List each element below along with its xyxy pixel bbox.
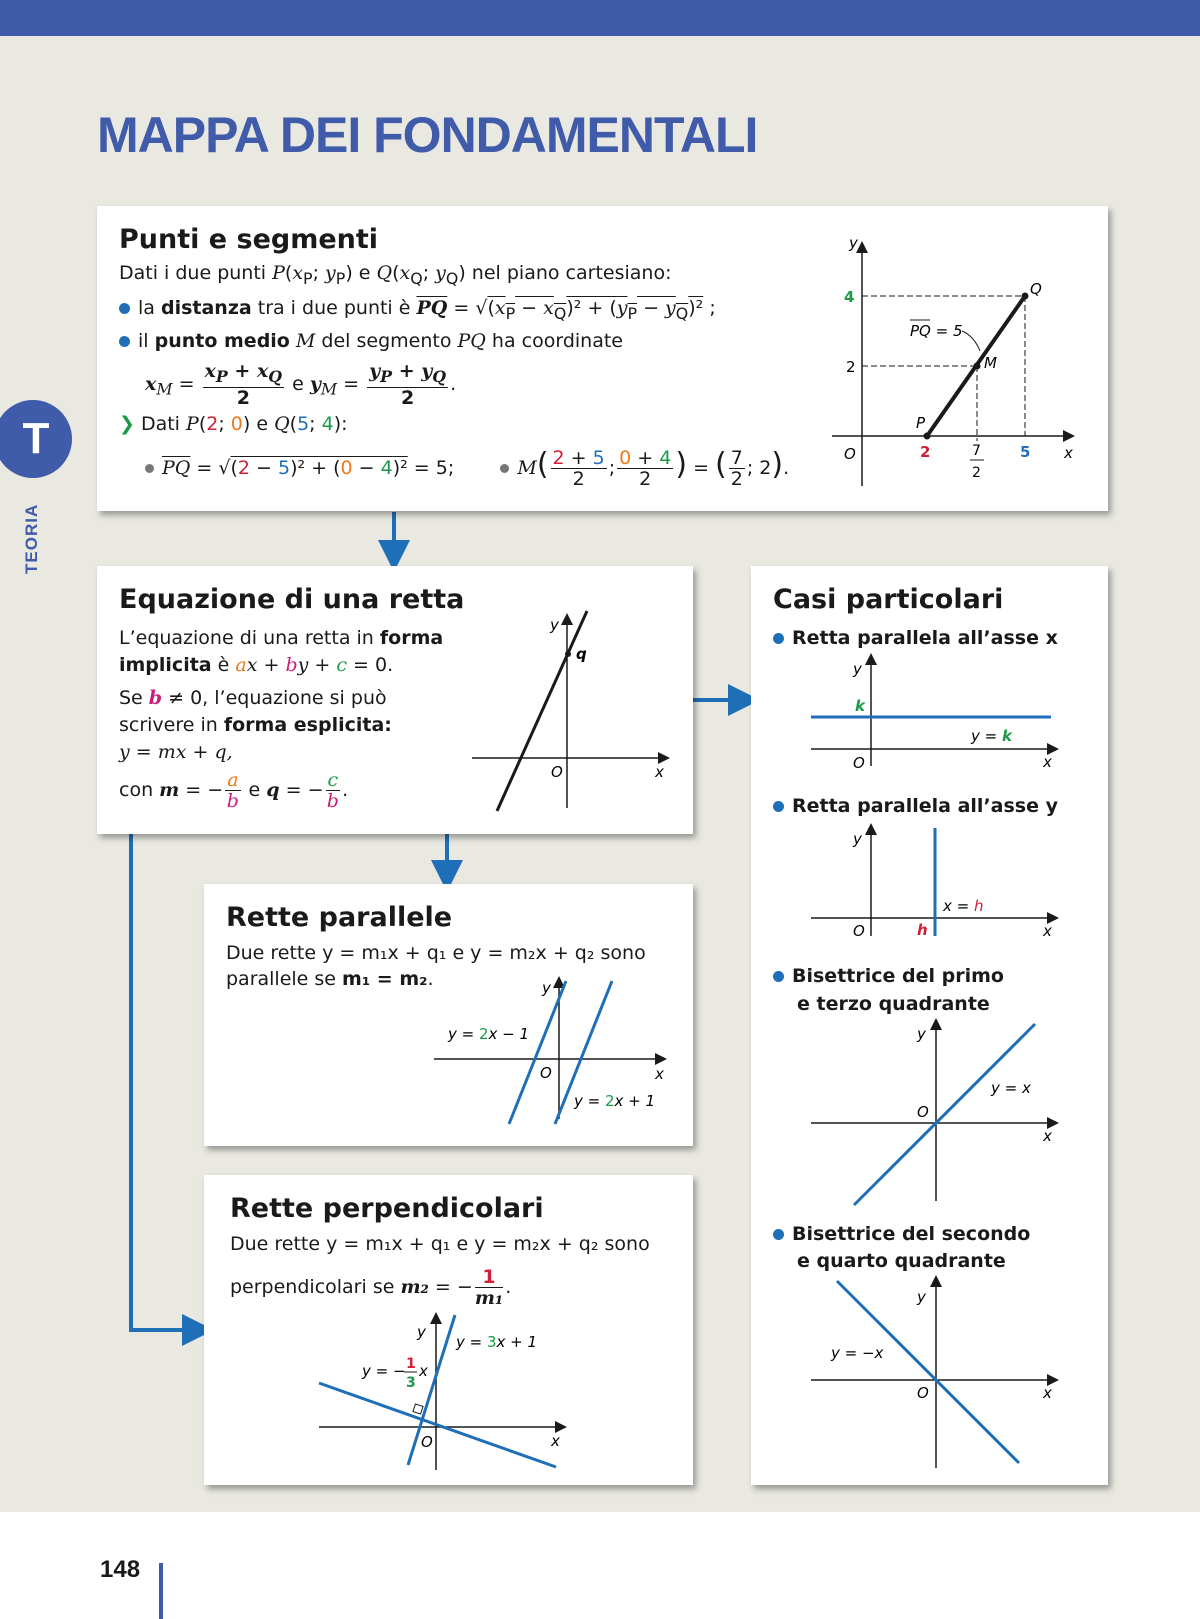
section-tab-label: TEORIA bbox=[22, 503, 41, 574]
line-generic bbox=[497, 611, 587, 811]
svg-text:y: y bbox=[849, 234, 858, 252]
svg-text:O: O bbox=[551, 763, 563, 781]
box-rette-parallele bbox=[204, 884, 693, 1146]
equazione-line-1: L’equazione di una retta in forma bbox=[119, 627, 444, 649]
bullet-icon bbox=[145, 464, 154, 473]
parallele-line-1: Due rette y = m₁x + q₁ e y = m₂x + q₂ sono bbox=[226, 942, 646, 964]
svg-text:x: x bbox=[419, 1362, 428, 1380]
svg-text:x: x bbox=[1043, 1384, 1052, 1402]
midpoint-formula: $x_M$ = $\frac{x_P + x_Q}{2}$ e $y_M$ = $\frac{y_P + y_Q}{2}$ . bbox=[145, 360, 457, 409]
svg-text:O: O bbox=[540, 1064, 552, 1082]
bullet-icon bbox=[500, 464, 509, 473]
midpoint-bullet: il punto medio M del segmento PQ ha coordinate bbox=[119, 329, 623, 354]
svg-text:x: x bbox=[551, 1432, 560, 1450]
bullet-icon bbox=[773, 1229, 784, 1240]
parallele-line-2: parallele se m₁ = m₂. bbox=[226, 968, 434, 990]
box-equazione-retta bbox=[97, 566, 693, 834]
svg-text:O: O bbox=[853, 754, 865, 772]
svg-text:O: O bbox=[844, 445, 856, 463]
arrow-equazione-to-perpendicolari bbox=[131, 834, 198, 1330]
equazione-line-4: scrivere in forma esplicita: bbox=[119, 714, 392, 736]
svg-text:x: x bbox=[1043, 922, 1052, 940]
page-title: MAPPA DEI FONDAMENTALI bbox=[97, 107, 758, 163]
svg-text:y = x: y = x bbox=[991, 1079, 1031, 1097]
equazione-line-6: con m = − $\frac{a}{b}$ e q = − $\frac{c}{b}$ . bbox=[119, 769, 349, 812]
page-number: 148 bbox=[100, 1556, 141, 1583]
svg-text:x: x bbox=[655, 1065, 664, 1083]
svg-text:5: 5 bbox=[1020, 443, 1031, 461]
equazione-line-5: y = mx + q, bbox=[119, 741, 233, 763]
equazione-line-2: implicita è ax + by + c = 0. bbox=[119, 654, 394, 676]
bullet-icon bbox=[773, 801, 784, 812]
caso-bisettrice-2-4: Bisettrice del secondo bbox=[773, 1222, 1030, 1247]
box-heading: Rette parallele bbox=[226, 902, 453, 933]
svg-text:y: y bbox=[853, 660, 862, 678]
svg-text:y = 2x + 1: y = 2x + 1 bbox=[574, 1092, 656, 1110]
bullet-icon bbox=[773, 633, 784, 644]
svg-text:y: y bbox=[542, 979, 551, 997]
box-punti-segmenti bbox=[97, 206, 1108, 511]
svg-text:h: h bbox=[917, 921, 928, 939]
svg-text:k: k bbox=[855, 697, 865, 715]
caso-bisettrice-1-3: Bisettrice del primo bbox=[773, 964, 1004, 989]
example-line: ❯ Dati P(2; 0) e Q(5; 4): bbox=[119, 413, 348, 435]
svg-text:O: O bbox=[917, 1384, 929, 1402]
graph-horizontal-line bbox=[811, 656, 1071, 772]
perpendicolari-line-2: perpendicolari se m₂ = − $\frac{1}{\text{m₁}}$ . bbox=[230, 1266, 512, 1309]
svg-text:P: P bbox=[916, 414, 926, 432]
graph-vertical-line bbox=[811, 826, 1071, 940]
bullet-icon bbox=[773, 971, 784, 982]
caso-parallela-y: Retta parallela all’asse y bbox=[773, 794, 1058, 819]
svg-text:O: O bbox=[853, 922, 865, 940]
distance-bullet: la distanza tra i due punti è $\overline{PQ} = √(x_P - x_Q)^2 + (y_P - y_Q)^2$ ; bbox=[119, 296, 716, 326]
svg-text:2: 2 bbox=[972, 465, 981, 481]
intro-text: Dati i due punti $P(x_P$; $y_P$) e $Q(x_Q$; $y_Q$) nel piano cartesiano: bbox=[119, 262, 672, 288]
line-minus-third-x bbox=[319, 1383, 556, 1467]
graph-generic-line bbox=[472, 616, 672, 816]
svg-text:y = 2x − 1: y = 2x − 1 bbox=[448, 1025, 530, 1043]
box-heading: Casi particolari bbox=[773, 584, 1004, 615]
box-heading: Equazione di una retta bbox=[119, 584, 465, 615]
svg-text:y: y bbox=[417, 1323, 426, 1341]
svg-text:y: y bbox=[853, 830, 862, 848]
svg-text:x: x bbox=[655, 763, 664, 781]
svg-text:q: q bbox=[576, 645, 587, 663]
svg-text:O: O bbox=[421, 1433, 433, 1451]
svg-text:PQ = 5: PQ = 5 bbox=[910, 322, 963, 340]
svg-text:7: 7 bbox=[972, 443, 981, 459]
section-tab-badge: T bbox=[0, 400, 72, 478]
svg-text:y: y bbox=[917, 1025, 926, 1043]
svg-text:O: O bbox=[917, 1103, 929, 1121]
page-number-rule bbox=[159, 1563, 163, 1619]
graph-bisector-24 bbox=[811, 1278, 1071, 1478]
bullet-icon bbox=[119, 336, 130, 347]
svg-text:y = −: y = − bbox=[362, 1362, 406, 1380]
svg-text:4: 4 bbox=[844, 288, 855, 306]
svg-text:Q: Q bbox=[1030, 280, 1042, 298]
equazione-line-3: Se b ≠ 0, l’equazione si può bbox=[119, 687, 387, 709]
box-heading: Punti e segmenti bbox=[119, 224, 379, 255]
line-y-equals-x bbox=[854, 1024, 1035, 1205]
graph-parallel-lines bbox=[424, 979, 684, 1129]
svg-text:y: y bbox=[917, 1288, 926, 1306]
box-casi-particolari bbox=[751, 566, 1108, 1485]
caso-bisettrice-1-3-line2: e terzo quadrante bbox=[797, 993, 990, 1015]
caso-parallela-x: Retta parallela all’asse x bbox=[773, 626, 1058, 651]
svg-text:x: x bbox=[1043, 753, 1052, 771]
svg-text:y: y bbox=[550, 616, 559, 634]
svg-text:3: 3 bbox=[406, 1375, 416, 1391]
perpendicolari-line-1: Due rette y = m₁x + q₁ e y = m₂x + q₂ sono bbox=[230, 1233, 650, 1255]
svg-text:y = k: y = k bbox=[971, 727, 1012, 745]
caso-bisettrice-2-4-line2: e quarto quadrante bbox=[797, 1250, 1006, 1272]
svg-text:y = −x: y = −x bbox=[831, 1344, 884, 1362]
line-y-equals-minus-x bbox=[837, 1281, 1019, 1463]
svg-text:2: 2 bbox=[846, 358, 856, 376]
line-2x-minus-1 bbox=[509, 981, 566, 1124]
box-heading: Rette perpendicolari bbox=[230, 1193, 544, 1224]
page-footer bbox=[0, 1512, 1200, 1619]
bullet-icon bbox=[119, 303, 130, 314]
box-rette-perpendicolari bbox=[204, 1175, 693, 1485]
svg-text:x = h: x = h bbox=[943, 897, 984, 915]
chevron-right-icon: ❯ bbox=[119, 413, 135, 435]
svg-text:x: x bbox=[1064, 444, 1073, 462]
svg-text:2: 2 bbox=[920, 443, 931, 461]
graph-perpendicular-lines bbox=[319, 1315, 579, 1475]
svg-text:1: 1 bbox=[406, 1356, 416, 1372]
graph-bisector-13 bbox=[811, 1021, 1071, 1201]
graph-segment-pq bbox=[832, 236, 1092, 496]
svg-text:y = 3x + 1: y = 3x + 1 bbox=[456, 1333, 538, 1351]
svg-text:M: M bbox=[984, 354, 997, 372]
example-calc: $\overline{PQ} = √(2 - 5)^2 + (0 - 4)^2 = 5$; M( $\frac{2 + 5}{2}$ ; $\frac{0 + 4}{2}$ ) = ( $\frac{7}{2}$ ; 2). bbox=[145, 448, 789, 489]
svg-text:x: x bbox=[1043, 1127, 1052, 1145]
